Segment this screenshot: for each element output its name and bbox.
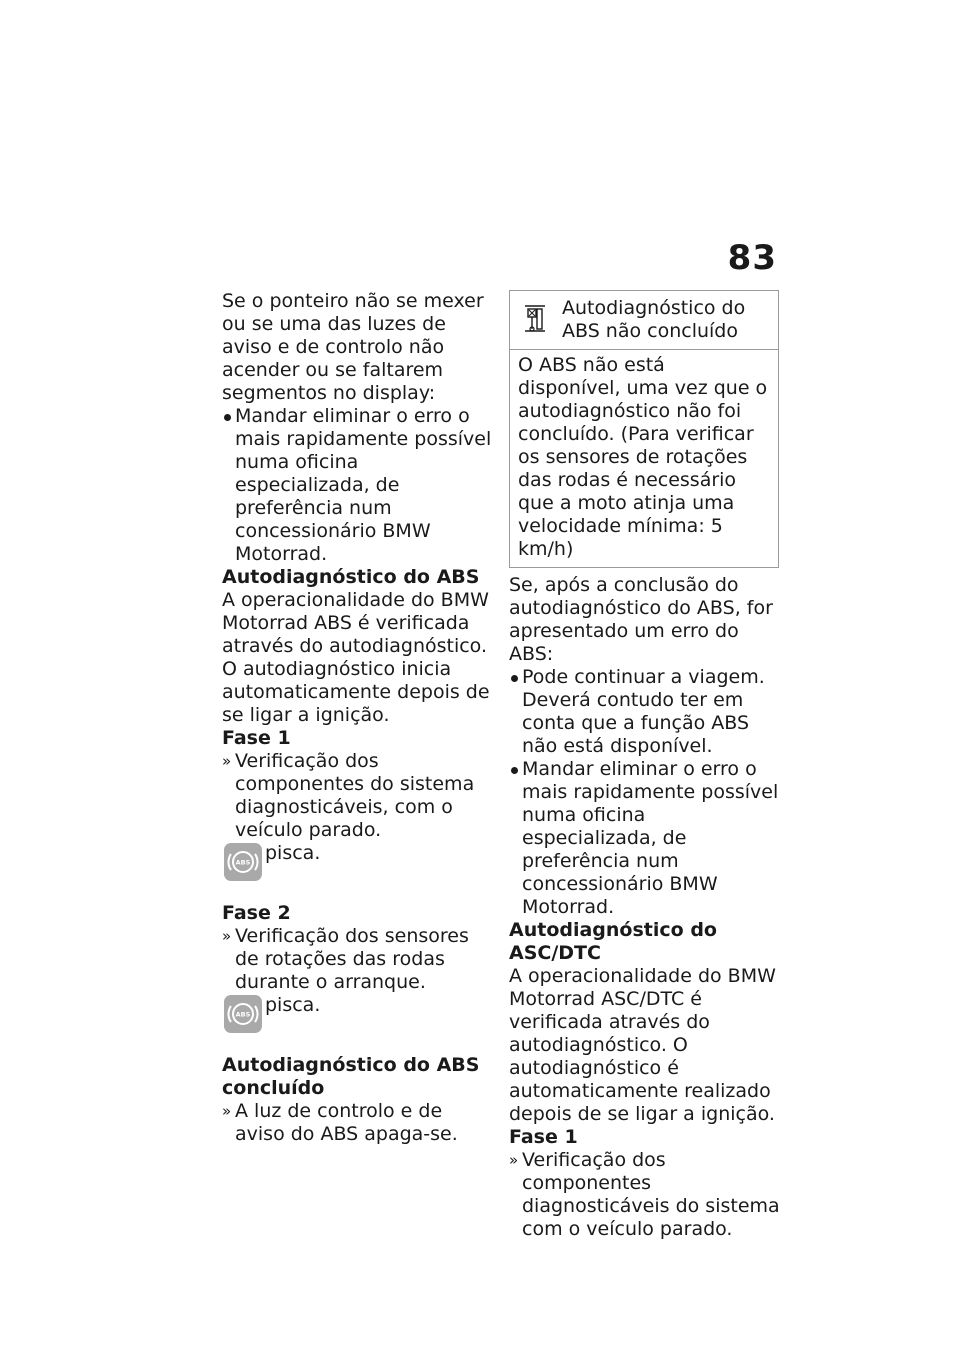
fase1-heading: Fase 1 [509,1126,578,1148]
note-box-body: O ABS não está disponível, uma vez que o autodiagnóstico não foi concluído. (Para verificar os sensores de rotações das rodas é necessário que a moto atinja uma velocidade mínima: 5 km/h) [518,354,768,560]
step-text: Verificação dos sensores de rotações das rodas durante o arranque. [235,925,469,993]
list-item: Pode continuar a viagem. Deverá contudo ter em conta que a função ABS não está disponível. [509,666,781,758]
asc-paragraph: A operacionalidade do BMW Motorrad ASC/DTC é verificada através do autodiagnóstico. O autodiagnóstico é automaticamente realizado depois de se ligar a ignição. [509,965,776,1125]
note-box-header [510,291,778,350]
indicator-text: pisca. [265,842,321,864]
page-number: 83 [727,238,777,278]
note-box-title: Autodiagnóstico do ABS não concluído [562,297,746,342]
indicator-text: pisca. [265,994,321,1016]
step-text: A luz de controlo e de aviso do ABS apaga-se. [235,1100,458,1145]
abs-warning-icon [224,995,262,1033]
left-column [222,290,494,1146]
section-heading-asc-dtc: Autodiagnóstico do ASC/DTC [509,919,717,964]
list-item: Mandar eliminar o erro o mais rapidamente possível numa oficina especializada, de preferência num concessionário BMW Motorrad. [509,758,781,919]
step-text: Verificação dos componentes do sistema diagnosticáveis, com o veículo parado. [235,750,475,841]
step-text: Verificação dos componentes diagnosticáveis do sistema com o veículo parado. [522,1149,780,1240]
step-marker: » [509,1151,519,1169]
section-heading-abs: Autodiagnóstico do ABS [222,566,480,588]
step-marker: » [222,927,232,945]
step-marker: » [222,752,232,770]
note-box [509,290,779,568]
bullet-list [509,666,781,919]
bullet-list [222,405,494,566]
step-item [222,750,494,842]
step-item [509,1149,781,1241]
step-marker: » [222,1102,232,1120]
svg-text:ABS: ABS [235,1010,251,1019]
technical-note-icon [522,303,548,339]
abs-warning-icon [224,843,262,881]
abs-indicator-line [222,994,494,1040]
fase2-heading: Fase 2 [222,902,291,924]
abs-indicator-line [222,842,494,888]
after-box-paragraph: Se, após a conclusão do autodiagnóstico do ABS, for apresentado um erro do ABS: [509,574,773,665]
svg-text:ABS: ABS [235,858,251,867]
step-item [222,1100,494,1146]
abs-paragraph: A operacionalidade do BMW Motorrad ABS é verificada através do autodiagnóstico. O autodiagnóstico inicia automaticamente depois de se ligar a ignição. [222,589,490,726]
fase1-heading: Fase 1 [222,727,291,749]
right-column [509,290,781,1241]
intro-paragraph: Se o ponteiro não se mexer ou se uma das luzes de aviso e de controlo não acender ou se faltarem segmentos no display: [222,290,484,404]
list-item: Mandar eliminar o erro o mais rapidamente possível numa oficina especializada, de preferência num concessionário BMW Motorrad. [222,405,494,566]
step-item [222,925,494,994]
section-heading-abs-concluido: Autodiagnóstico do ABS concluído [222,1054,480,1099]
